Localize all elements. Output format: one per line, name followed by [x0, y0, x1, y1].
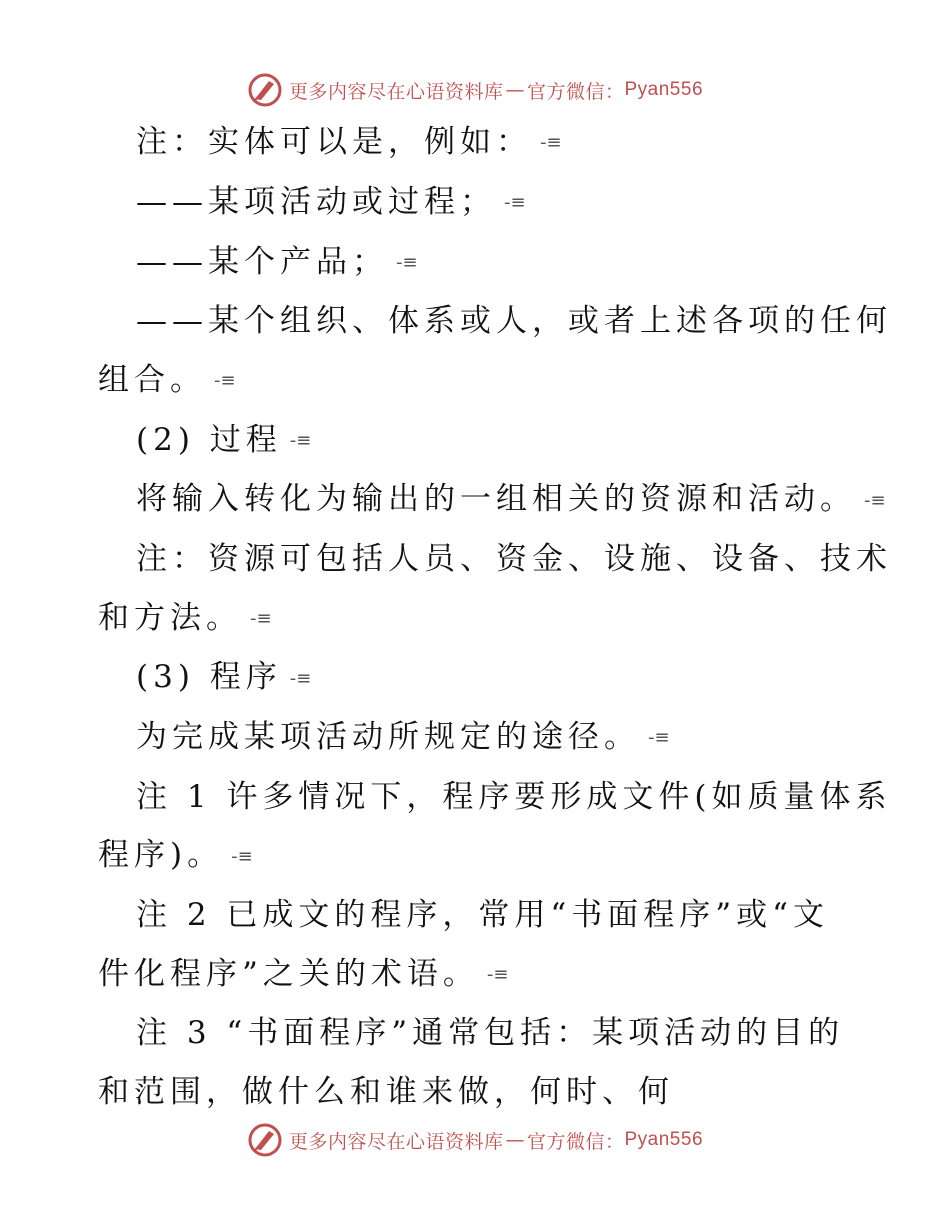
text-line — [0, 470, 950, 530]
text-line — [0, 292, 950, 351]
paragraph-mark-icon: -≡ — [864, 489, 886, 511]
text-line — [0, 173, 950, 233]
header-wechat-label: 官方微信： — [526, 80, 625, 103]
line-text: 注 1 许多情况下，程序要形成文件(如质量体系 — [136, 778, 892, 815]
paragraph-mark-icon: -≡ — [250, 607, 272, 629]
footer-wechat-label: 官方微信： — [526, 1130, 625, 1153]
footer-banner — [0, 1120, 950, 1160]
paragraph-mark-icon: -≡ — [648, 727, 670, 749]
line-text: ——某个组织、体系或人，或者上述各项的任何 — [136, 303, 892, 340]
quill-logo-icon — [247, 72, 283, 108]
paragraph-mark-icon: -≡ — [214, 370, 236, 391]
text-line — [0, 768, 950, 827]
text-line — [0, 351, 950, 411]
line-text: 将输入转化为输出的一组相关的资源和活动。 — [136, 481, 856, 518]
text-line — [0, 1063, 950, 1122]
paragraph-mark-icon: -≡ — [289, 667, 312, 689]
text-line — [0, 113, 950, 173]
text-line — [0, 648, 950, 708]
text-line — [0, 411, 950, 471]
header-separator: — — [505, 79, 525, 101]
text-line — [0, 1004, 950, 1063]
body-text — [0, 113, 950, 1121]
text-line — [0, 826, 950, 886]
paragraph-mark-icon: -≡ — [396, 251, 418, 273]
line-text: 注 3 “书面程序”通常包括：某项活动的目的 — [136, 1015, 845, 1052]
text-line — [0, 945, 950, 1005]
paragraph-mark-icon: -≡ — [289, 429, 312, 451]
footer-wechat-id: Pyan556 — [624, 1129, 704, 1150]
line-text: 注 2 已成文的程序，常用“书面程序”或“文 — [136, 897, 829, 933]
paragraph-mark-icon: -≡ — [231, 845, 253, 867]
line-text: 注：实体可以是，例如： — [136, 124, 532, 160]
line-text: 为完成某项活动所规定的途径。 — [136, 719, 640, 755]
line-text: 程序)。 — [98, 837, 224, 874]
text-line — [0, 886, 950, 945]
paragraph-mark-icon: -≡ — [540, 132, 562, 154]
text-line — [0, 233, 950, 293]
quill-logo-icon — [247, 1122, 283, 1158]
text-line — [0, 589, 950, 649]
line-text: ——某个产品； — [136, 243, 388, 280]
line-text: ——某项活动或过程； — [136, 183, 496, 220]
footer-separator: — — [505, 1129, 525, 1151]
line-text: 和方法。 — [98, 599, 242, 636]
line-text: 和范围，做什么和谁来做，何时、何 — [98, 1073, 674, 1110]
line-text: (3) 程序 — [136, 659, 282, 696]
line-text: 组合。 — [98, 361, 206, 398]
paragraph-mark-icon: -≡ — [486, 963, 509, 985]
text-line — [0, 708, 950, 768]
paragraph-mark-icon: -≡ — [504, 192, 526, 213]
header-banner — [0, 70, 950, 110]
line-text: 注：资源可包括人员、资金、设施、设备、技术 — [136, 541, 892, 577]
footer-text: 更多内容尽在心语资料库 — [288, 1130, 504, 1153]
text-line — [0, 530, 950, 589]
header-wechat-id: Pyan556 — [624, 79, 704, 100]
header-text: 更多内容尽在心语资料库 — [288, 80, 504, 103]
line-text: 件化程序”之关的术语。 — [98, 955, 479, 992]
line-text: (2) 过程 — [136, 421, 282, 458]
